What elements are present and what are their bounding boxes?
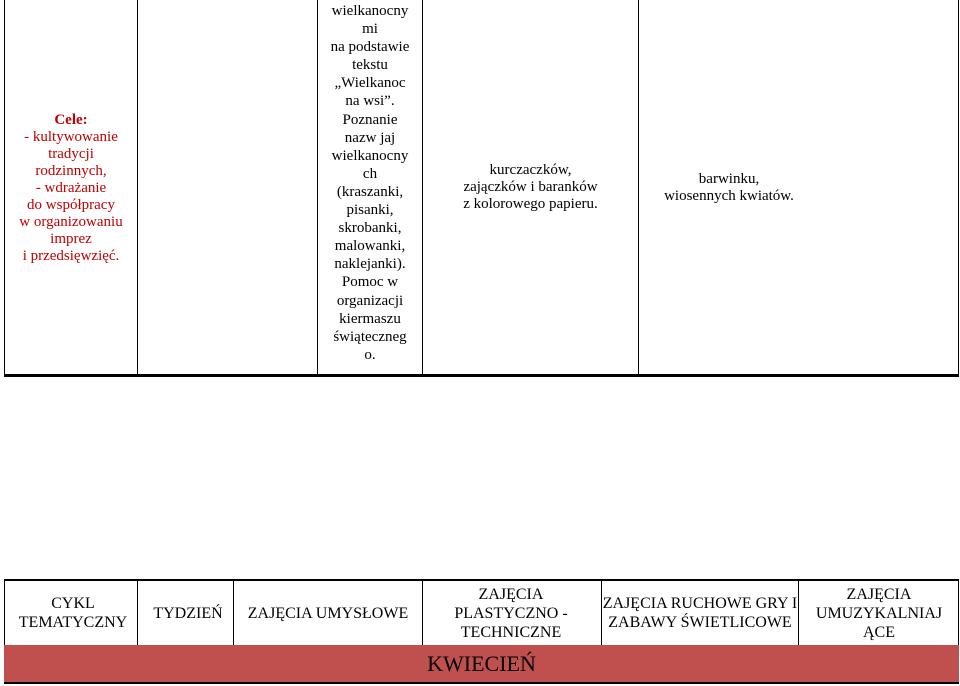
art-line: zajączków i baranków bbox=[463, 179, 598, 195]
mental-line: malowanki, bbox=[334, 238, 406, 255]
header-mental: ZAJĘCIA UMYSŁOWE bbox=[247, 604, 409, 622]
mental-line: ch bbox=[362, 165, 378, 182]
goals-line: - wdrażanie bbox=[35, 180, 107, 196]
movement-activities-cell bbox=[639, 171, 819, 205]
mental-line: „Wielkanoc bbox=[334, 75, 406, 92]
art-line: kurczaczków, bbox=[489, 162, 572, 178]
mental-line: organizacji bbox=[336, 292, 404, 309]
movement-line: wiosennych kwiatów. bbox=[664, 188, 794, 204]
mental-line: Poznanie bbox=[342, 111, 398, 128]
mental-line: świąteczneg bbox=[333, 328, 407, 345]
mental-line: naklejanki). bbox=[334, 256, 406, 273]
goals-title: Cele: bbox=[54, 112, 88, 128]
goals-line: do współpracy bbox=[27, 197, 115, 213]
mental-line: pisanki, bbox=[346, 202, 394, 219]
goals-line: tradycji bbox=[48, 146, 94, 162]
mental-line: mi bbox=[362, 21, 378, 38]
mental-line: na podstawie bbox=[330, 39, 410, 56]
month-band bbox=[4, 645, 959, 684]
mental-line: wielkanocny bbox=[331, 147, 409, 164]
mental-line: kiermaszu bbox=[339, 310, 401, 327]
goals-line: - kultywowanie bbox=[24, 129, 118, 145]
art-activities-cell bbox=[423, 162, 638, 213]
goals-line: rodzinnych, bbox=[35, 163, 107, 179]
mental-activities-cell bbox=[318, 2, 422, 364]
mental-line: nazw jaj bbox=[344, 129, 396, 146]
mental-line: skrobanki, bbox=[338, 220, 402, 237]
header-week: TYDZIEŃ bbox=[153, 604, 223, 622]
art-line: z kolorowego papieru. bbox=[463, 196, 598, 212]
mental-line: (kraszanki, bbox=[336, 183, 404, 200]
plan-table-continuation bbox=[4, 0, 959, 377]
header-art: ZAJĘCIA PLASTYCZNO - TECHNICZNE bbox=[454, 585, 568, 641]
goals-line: w organizowaniu bbox=[19, 214, 123, 230]
mental-line: wielkanocny bbox=[331, 3, 409, 19]
movement-line: barwinku, bbox=[698, 171, 760, 187]
mental-line: o. bbox=[364, 346, 376, 363]
goals-cell bbox=[5, 112, 137, 265]
month-label: KWIECIEŃ bbox=[427, 651, 536, 676]
header-movement: ZAJĘCIA RUCHOWE GRY I ZABAWY ŚWIETLICOWE bbox=[602, 595, 798, 631]
plan-table-header bbox=[4, 579, 959, 684]
goals-line: i przedsięwzięć. bbox=[22, 248, 120, 264]
mental-line: tekstu bbox=[352, 57, 388, 74]
mental-line: Pomoc w bbox=[341, 274, 399, 291]
goals-line: imprez bbox=[50, 231, 92, 247]
mental-line: na wsi”. bbox=[345, 93, 395, 110]
header-music: ZAJĘCIA UMUZYKALNIAJ ĄCE bbox=[815, 585, 943, 641]
header-cycle: CYKL TEMATYCZNY bbox=[18, 595, 128, 631]
column-header-row bbox=[4, 579, 959, 647]
